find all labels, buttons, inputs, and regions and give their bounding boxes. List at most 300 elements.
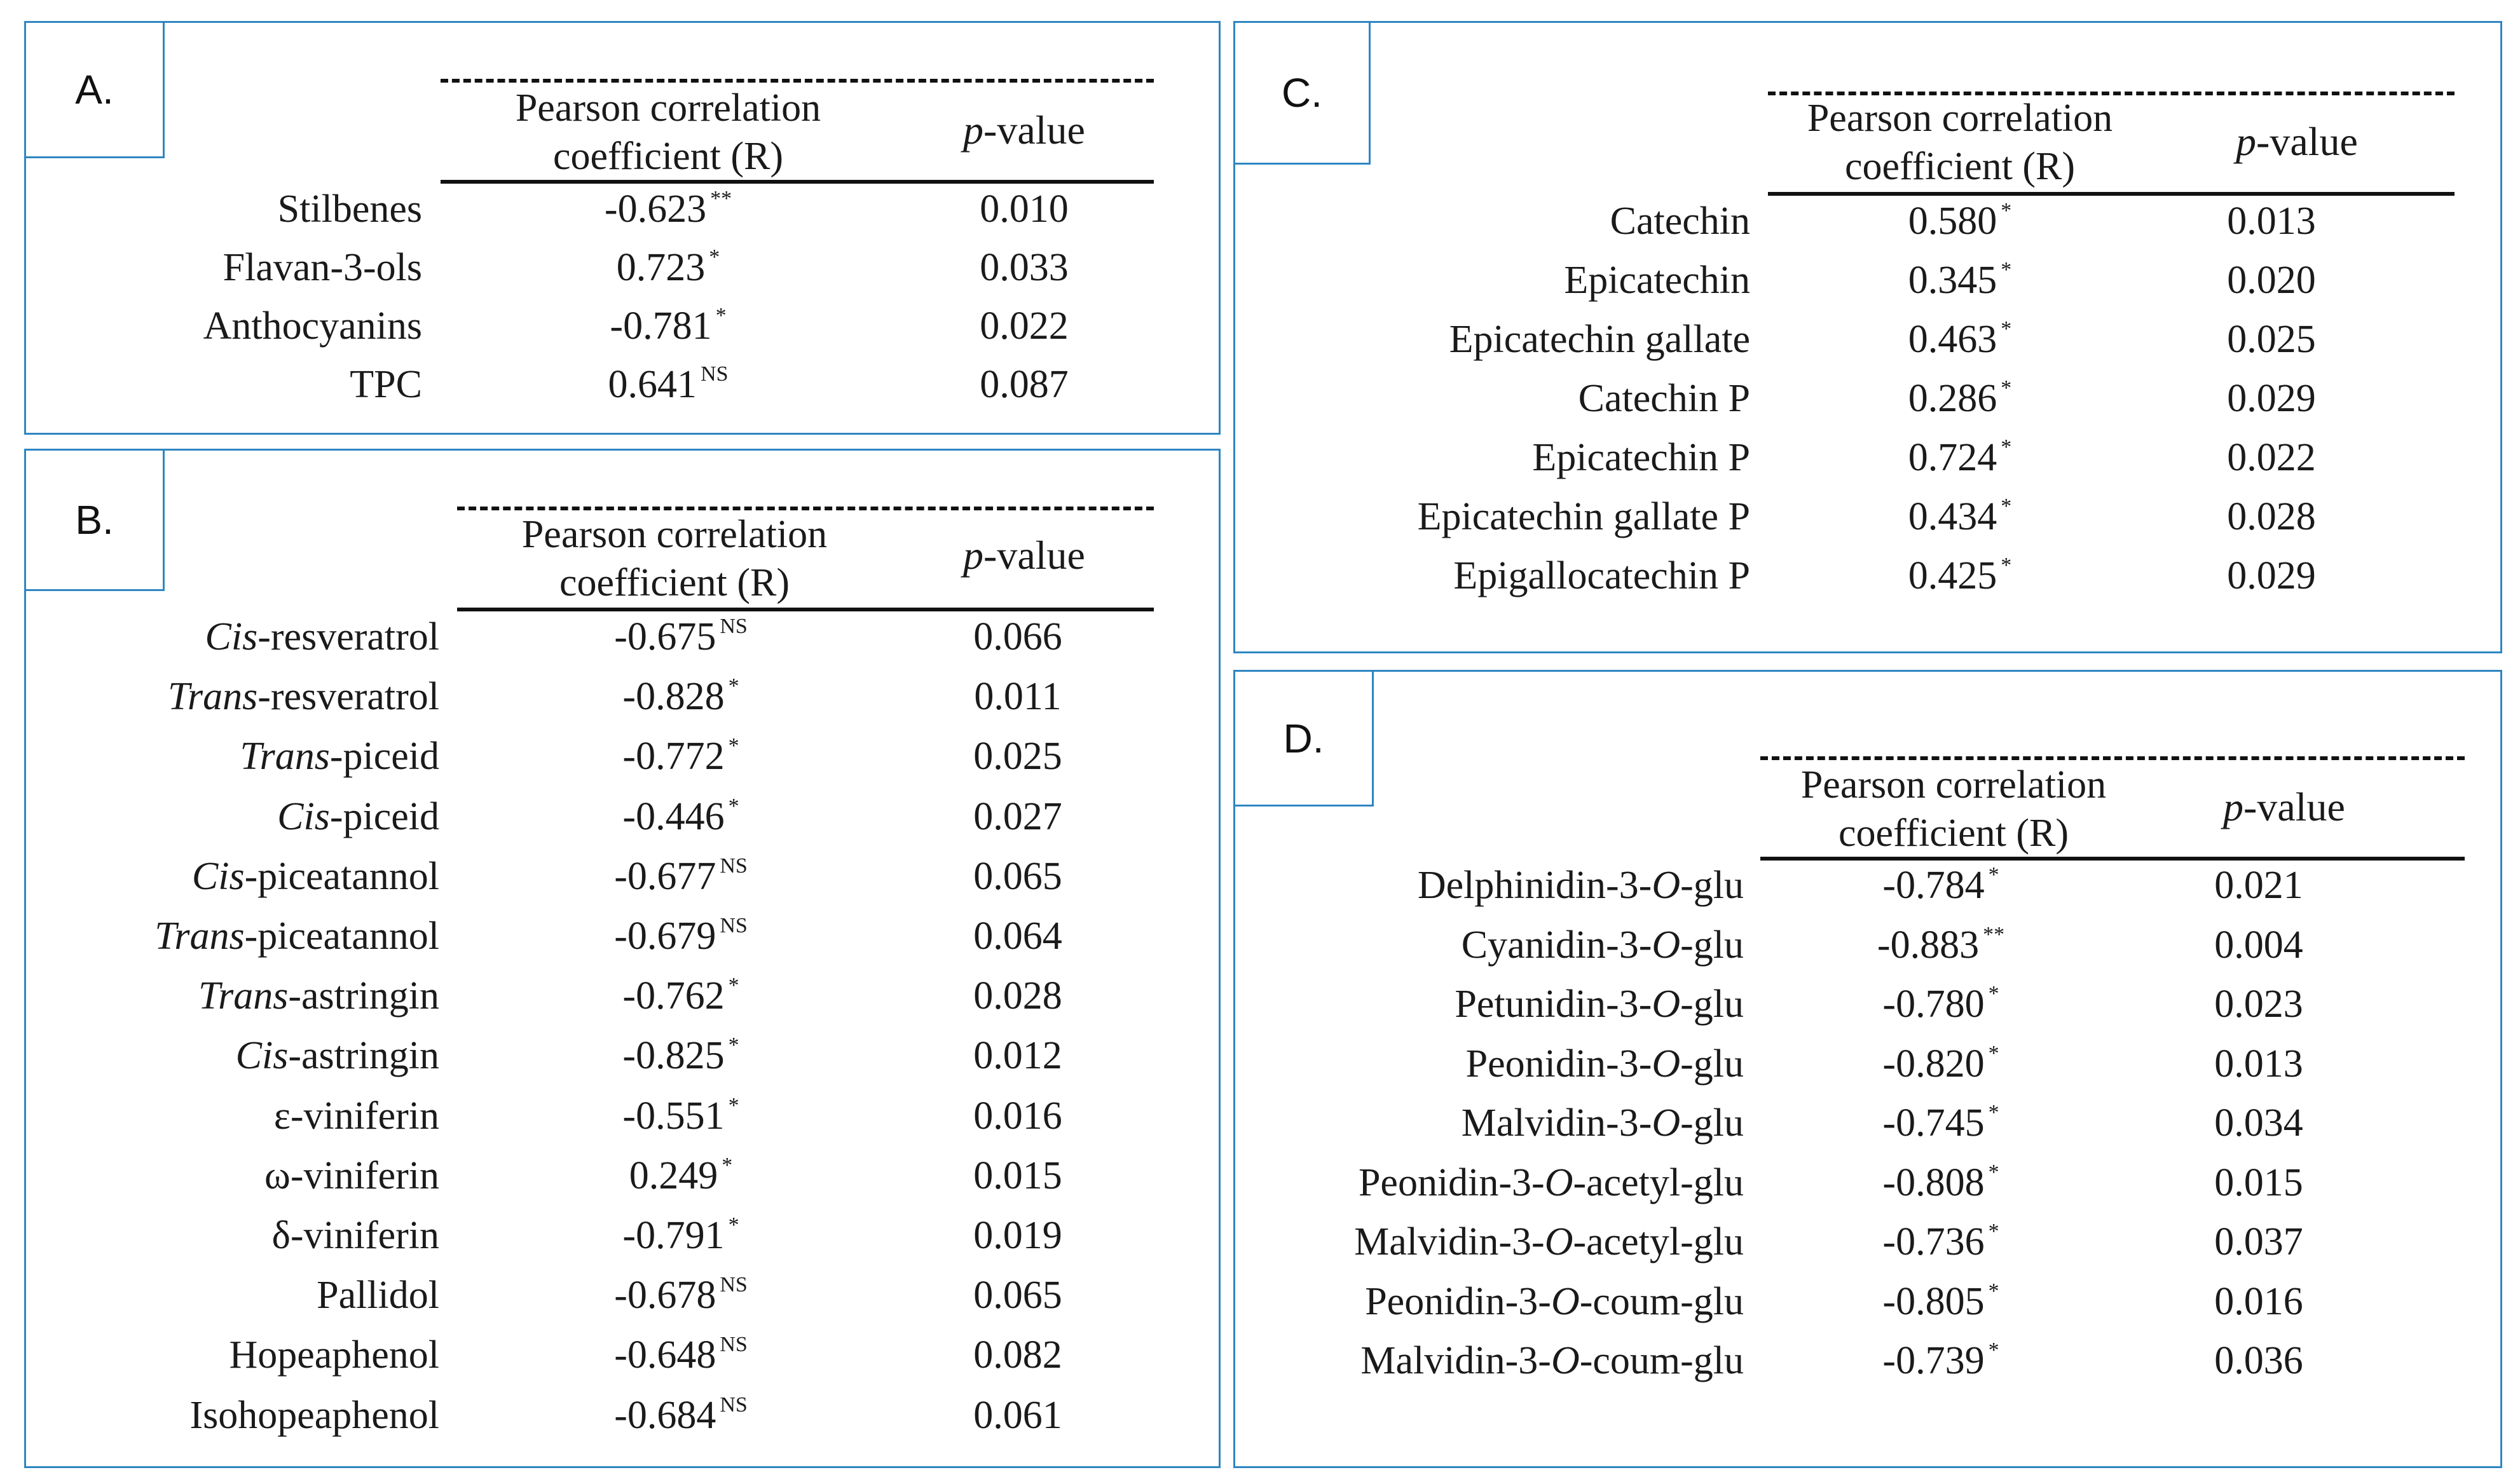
r-header-line1: Pearson correlation bbox=[1807, 97, 2113, 140]
p-value: 0.028 bbox=[973, 974, 1062, 1018]
p-value: 0.015 bbox=[973, 1154, 1062, 1197]
compound-name-it: O bbox=[1544, 1220, 1573, 1263]
compound-name-it: Cis bbox=[191, 854, 245, 898]
r-cell bbox=[573, 245, 764, 290]
r-value: 0.345 bbox=[1908, 259, 1997, 302]
r-cell bbox=[585, 974, 776, 1019]
compound-name bbox=[350, 362, 422, 407]
p-value: 0.022 bbox=[2227, 436, 2316, 479]
r-cell bbox=[585, 914, 776, 959]
p-value: 0.025 bbox=[973, 735, 1062, 779]
significance-mark: * bbox=[1988, 1160, 1999, 1184]
panel-d-p-header bbox=[2163, 784, 2405, 831]
panel-c-header-rule bbox=[1768, 192, 2455, 196]
r-header-line1: Pearson correlation bbox=[521, 513, 828, 556]
significance-mark: ** bbox=[710, 187, 732, 210]
significance-mark: ** bbox=[1983, 922, 2005, 946]
compound-name-post: Epicatechin P bbox=[1532, 436, 1750, 479]
p-value: 0.029 bbox=[2227, 554, 2316, 597]
r-value: -0.684 bbox=[614, 1393, 716, 1437]
compound-name-pre: Peonidin-3- bbox=[1465, 1042, 1652, 1086]
r-value: -0.805 bbox=[1882, 1279, 1985, 1323]
significance-mark: NS bbox=[701, 362, 729, 386]
compound-name bbox=[1449, 317, 1750, 362]
r-cell bbox=[585, 794, 776, 840]
compound-name bbox=[236, 1033, 439, 1079]
compound-name-post: Pallidol bbox=[317, 1274, 439, 1317]
compound-name-post: -astringin bbox=[288, 1034, 439, 1078]
compound-name bbox=[168, 674, 439, 719]
compound-name-it: Trans bbox=[167, 675, 258, 719]
p-value: 0.016 bbox=[973, 1094, 1062, 1138]
compound-name-post: -acetyl-glu bbox=[1573, 1220, 1744, 1263]
significance-mark: * bbox=[2001, 199, 2012, 222]
compound-name-post: Epicatechin bbox=[1564, 259, 1750, 302]
compound-name bbox=[272, 1213, 439, 1258]
p-suffix: -value bbox=[983, 107, 1085, 153]
significance-mark: * bbox=[728, 794, 739, 818]
compound-name-it: O bbox=[1652, 983, 1681, 1026]
r-header-line2: coefficient (R) bbox=[552, 135, 784, 178]
table-row bbox=[26, 674, 1219, 725]
compound-name-post: TPC bbox=[350, 363, 422, 406]
compound-name-it: Trans bbox=[198, 974, 289, 1018]
compound-name-post: -resveratrol bbox=[257, 675, 439, 719]
r-value: -0.739 bbox=[1882, 1339, 1985, 1382]
p-value: 0.025 bbox=[2227, 318, 2316, 361]
compound-name-it: Cis bbox=[235, 1034, 289, 1078]
compound-name-pre: Cyanidin-3- bbox=[1461, 923, 1652, 967]
r-cell bbox=[585, 1393, 776, 1438]
panel-c-r-header bbox=[1744, 94, 2176, 191]
p-suffix: -value bbox=[2243, 784, 2345, 829]
r-cell bbox=[1865, 376, 2055, 421]
table-row bbox=[26, 245, 1219, 296]
p-symbol: p bbox=[963, 533, 984, 578]
panel-a-p-header bbox=[903, 107, 1145, 154]
significance-mark: * bbox=[1988, 1279, 1999, 1303]
table-row bbox=[26, 304, 1219, 355]
p-value: 0.013 bbox=[2214, 1042, 2303, 1086]
compound-name-post: Catechin P bbox=[1578, 377, 1750, 420]
compound-name-post: -piceid bbox=[329, 794, 439, 838]
significance-mark: * bbox=[709, 245, 720, 269]
table-row bbox=[26, 974, 1219, 1025]
compound-name-post: Stilbenes bbox=[277, 187, 422, 231]
p-symbol: p bbox=[963, 107, 984, 153]
compound-name-pre: Peonidin-3- bbox=[1358, 1161, 1545, 1204]
compound-name-post: -coum-glu bbox=[1579, 1279, 1744, 1323]
r-value: -0.446 bbox=[622, 794, 725, 838]
r-value: -0.791 bbox=[622, 1214, 725, 1257]
significance-mark: NS bbox=[720, 1392, 748, 1417]
compound-name-post: -astringin bbox=[288, 974, 439, 1018]
panel-a-top-rule bbox=[441, 79, 1154, 83]
r-value: -0.772 bbox=[622, 735, 725, 779]
compound-name-post: -piceid bbox=[329, 735, 439, 779]
panel-d-r-header bbox=[1731, 761, 2176, 857]
table-row bbox=[26, 1094, 1219, 1145]
compound-name-it: O bbox=[1652, 1101, 1681, 1145]
compound-name bbox=[154, 914, 439, 959]
p-suffix: -value bbox=[2256, 119, 2358, 164]
compound-name-pre: Petunidin-3- bbox=[1455, 983, 1652, 1026]
p-value: 0.065 bbox=[973, 854, 1062, 898]
compound-name-post: -glu bbox=[1680, 864, 1744, 907]
p-suffix: -value bbox=[983, 533, 1085, 578]
compound-name bbox=[1466, 1042, 1744, 1087]
compound-name-post: ε-viniferin bbox=[273, 1094, 439, 1138]
r-cell bbox=[1865, 554, 2055, 599]
r-value: 0.724 bbox=[1908, 436, 1997, 479]
significance-mark: * bbox=[2001, 435, 2012, 459]
table-row bbox=[1235, 1161, 2500, 1211]
p-value: 0.027 bbox=[973, 794, 1062, 838]
table-row bbox=[26, 1273, 1219, 1324]
r-value: -0.820 bbox=[1882, 1042, 1985, 1086]
compound-name-pre: Malvidin-3- bbox=[1354, 1220, 1545, 1263]
compound-name-post: Isohopeaphenol bbox=[189, 1393, 439, 1437]
r-value: -0.883 bbox=[1877, 923, 1980, 967]
compound-name bbox=[264, 1154, 439, 1199]
r-header-line1: Pearson correlation bbox=[515, 86, 821, 130]
p-value: 0.015 bbox=[2214, 1161, 2303, 1204]
compound-name bbox=[1418, 863, 1744, 908]
panel-a-header-rule bbox=[441, 180, 1154, 184]
compound-name-pre: Malvidin-3- bbox=[1360, 1339, 1551, 1382]
significance-mark: * bbox=[2001, 317, 2012, 341]
significance-mark: * bbox=[722, 1153, 733, 1177]
r-value: 0.249 bbox=[629, 1154, 718, 1197]
p-value: 0.061 bbox=[973, 1393, 1062, 1437]
r-value: 0.723 bbox=[616, 246, 706, 289]
compound-name-post: Hopeaphenol bbox=[229, 1333, 439, 1377]
r-value: -0.780 bbox=[1882, 983, 1985, 1026]
compound-name bbox=[1418, 494, 1750, 540]
compound-name-post: -glu bbox=[1680, 983, 1744, 1026]
significance-mark: * bbox=[715, 304, 727, 327]
significance-mark: * bbox=[2001, 554, 2012, 577]
compound-name bbox=[240, 734, 439, 779]
p-value: 0.019 bbox=[973, 1214, 1062, 1257]
r-value: -0.675 bbox=[614, 615, 716, 658]
compound-name-post: -glu bbox=[1680, 1042, 1744, 1086]
panel-b-header-rule bbox=[457, 608, 1154, 611]
p-value: 0.065 bbox=[973, 1274, 1062, 1317]
r-cell bbox=[1845, 863, 2036, 908]
r-value: -0.677 bbox=[614, 854, 716, 898]
r-cell bbox=[1845, 1161, 2036, 1206]
significance-mark: * bbox=[728, 1213, 739, 1237]
r-cell bbox=[1865, 494, 2055, 540]
p-value: 0.012 bbox=[973, 1034, 1062, 1078]
table-row bbox=[26, 1033, 1219, 1084]
r-cell bbox=[573, 362, 764, 407]
r-header-line2: coefficient (R) bbox=[1838, 812, 2069, 855]
panel-a-r-header bbox=[439, 84, 897, 180]
compound-name bbox=[1365, 1279, 1744, 1324]
p-value: 0.064 bbox=[973, 915, 1062, 958]
compound-name-post: ω-viniferin bbox=[264, 1154, 439, 1197]
significance-mark: * bbox=[728, 674, 739, 698]
compound-name-post: -coum-glu bbox=[1579, 1339, 1744, 1382]
r-value: -0.551 bbox=[622, 1094, 725, 1138]
r-cell bbox=[585, 854, 776, 899]
table-row bbox=[26, 854, 1219, 905]
compound-name bbox=[1462, 923, 1744, 968]
r-cell bbox=[1865, 258, 2055, 303]
compound-name-post: -glu bbox=[1680, 923, 1744, 967]
compound-name bbox=[1564, 258, 1750, 303]
r-cell bbox=[585, 1273, 776, 1318]
r-value: -0.808 bbox=[1882, 1161, 1985, 1204]
compound-name-post: Flavan-3-ols bbox=[223, 246, 422, 289]
table-row bbox=[26, 734, 1219, 785]
compound-name-post: -resveratrol bbox=[257, 615, 439, 658]
compound-name-it: O bbox=[1551, 1339, 1580, 1382]
r-value: -0.736 bbox=[1882, 1220, 1985, 1263]
p-value: 0.066 bbox=[973, 615, 1062, 658]
table-row bbox=[1235, 554, 2500, 604]
compound-name-it: O bbox=[1652, 1042, 1681, 1086]
p-value: 0.033 bbox=[980, 246, 1069, 289]
panel-b-label: B. bbox=[26, 451, 165, 591]
r-value: -0.825 bbox=[622, 1034, 725, 1078]
panel-b-r-header bbox=[446, 510, 903, 607]
r-cell bbox=[1865, 435, 2055, 480]
panel-a-label: A. bbox=[26, 23, 165, 158]
significance-mark: * bbox=[1988, 982, 1999, 1005]
compound-name-pre: Delphinidin-3- bbox=[1417, 864, 1652, 907]
p-value: 0.020 bbox=[2227, 259, 2316, 302]
p-value: 0.011 bbox=[974, 675, 1062, 719]
panel-a bbox=[24, 21, 1221, 435]
r-value: 0.425 bbox=[1908, 554, 1997, 597]
panel-c bbox=[1233, 21, 2502, 653]
significance-mark: NS bbox=[720, 1273, 748, 1297]
r-value: -0.781 bbox=[610, 304, 712, 348]
significance-mark: * bbox=[1988, 863, 1999, 887]
table-row bbox=[1235, 258, 2500, 309]
compound-name bbox=[223, 245, 422, 290]
r-value: -0.784 bbox=[1882, 864, 1985, 907]
r-cell bbox=[585, 1094, 776, 1139]
r-value: -0.648 bbox=[614, 1333, 716, 1377]
table-row bbox=[1235, 1101, 2500, 1152]
significance-mark: NS bbox=[720, 854, 748, 878]
compound-name bbox=[1453, 554, 1750, 599]
compound-name bbox=[1360, 1338, 1744, 1384]
compound-name bbox=[205, 615, 439, 660]
table-row bbox=[26, 914, 1219, 965]
compound-name-it: O bbox=[1551, 1279, 1580, 1323]
compound-name bbox=[274, 1094, 439, 1139]
r-value: -0.623 bbox=[604, 187, 707, 231]
panel-b-p-header bbox=[903, 532, 1145, 579]
table-row bbox=[1235, 494, 2500, 545]
compound-name bbox=[1462, 1101, 1744, 1146]
significance-mark: * bbox=[728, 734, 739, 758]
r-value: 0.580 bbox=[1908, 200, 1997, 243]
compound-name-post: Catechin bbox=[1610, 200, 1750, 243]
significance-mark: NS bbox=[720, 914, 748, 937]
table-row bbox=[1235, 863, 2500, 914]
table-row bbox=[26, 615, 1219, 665]
table-row bbox=[26, 794, 1219, 845]
panel-c-p-header bbox=[2176, 118, 2418, 165]
table-row bbox=[1235, 1220, 2500, 1270]
table-row bbox=[1235, 1042, 2500, 1093]
r-cell bbox=[585, 1154, 776, 1199]
panel-d-top-rule bbox=[1760, 756, 2465, 760]
r-cell bbox=[585, 1333, 776, 1378]
p-value: 0.082 bbox=[973, 1333, 1062, 1377]
significance-mark: * bbox=[728, 974, 739, 998]
r-cell bbox=[1845, 1042, 2036, 1087]
table-row bbox=[1235, 923, 2500, 974]
p-symbol: p bbox=[2223, 784, 2244, 829]
r-value: -0.762 bbox=[622, 974, 725, 1018]
compound-name bbox=[1578, 376, 1750, 421]
compound-name-it: Cis bbox=[205, 615, 258, 658]
table-row bbox=[1235, 376, 2500, 427]
r-value: -0.828 bbox=[622, 675, 725, 719]
significance-mark: * bbox=[2001, 376, 2012, 400]
panel-d-label: D. bbox=[1235, 672, 1374, 807]
r-cell bbox=[1845, 923, 2036, 968]
compound-name bbox=[1354, 1220, 1744, 1265]
compound-name bbox=[278, 187, 422, 232]
compound-name-it: Cis bbox=[277, 794, 330, 838]
compound-name-it: Trans bbox=[154, 915, 245, 958]
r-cell bbox=[1845, 1101, 2036, 1146]
r-cell bbox=[1865, 199, 2055, 244]
compound-name bbox=[317, 1273, 439, 1318]
compound-name-it: O bbox=[1652, 923, 1681, 967]
p-value: 0.087 bbox=[980, 363, 1069, 406]
table-row bbox=[26, 1213, 1219, 1264]
r-cell bbox=[1845, 982, 2036, 1027]
p-value: 0.021 bbox=[2214, 864, 2303, 907]
significance-mark: NS bbox=[720, 615, 748, 638]
r-cell bbox=[1865, 317, 2055, 362]
r-value: -0.745 bbox=[1882, 1101, 1985, 1145]
significance-mark: * bbox=[728, 1093, 739, 1117]
significance-mark: * bbox=[728, 1033, 739, 1058]
compound-name bbox=[1359, 1161, 1744, 1206]
compound-name-pre: Peonidin-3- bbox=[1365, 1279, 1551, 1323]
significance-mark: * bbox=[1988, 1101, 1999, 1124]
p-value: 0.028 bbox=[2227, 495, 2316, 538]
r-cell bbox=[573, 187, 764, 232]
panel-d bbox=[1233, 670, 2502, 1468]
table-row bbox=[1235, 435, 2500, 486]
r-cell bbox=[1845, 1220, 2036, 1265]
compound-name-post: -piceatannol bbox=[244, 915, 439, 958]
compound-name bbox=[1610, 199, 1750, 244]
compound-name-post: Epicatechin gallate P bbox=[1417, 495, 1750, 538]
table-row bbox=[26, 1333, 1219, 1384]
p-value: 0.013 bbox=[2227, 200, 2316, 243]
compound-name-post: δ-viniferin bbox=[271, 1214, 439, 1257]
panel-b bbox=[24, 449, 1221, 1468]
r-cell bbox=[573, 304, 764, 349]
table-row bbox=[1235, 1279, 2500, 1330]
compound-name-post: -acetyl-glu bbox=[1573, 1161, 1744, 1204]
significance-mark: * bbox=[2001, 258, 2012, 282]
p-value: 0.016 bbox=[2214, 1279, 2303, 1323]
table-row bbox=[1235, 1338, 2500, 1389]
r-value: 0.641 bbox=[608, 363, 697, 406]
compound-name-post: Epigallocatechin P bbox=[1453, 554, 1750, 597]
r-cell bbox=[585, 734, 776, 779]
p-value: 0.023 bbox=[2214, 983, 2303, 1026]
compound-name bbox=[1455, 982, 1744, 1027]
p-value: 0.029 bbox=[2227, 377, 2316, 420]
r-value: 0.434 bbox=[1908, 495, 1997, 538]
table-row bbox=[1235, 199, 2500, 250]
r-value: 0.286 bbox=[1908, 377, 1997, 420]
p-value: 0.037 bbox=[2214, 1220, 2303, 1263]
r-cell bbox=[585, 615, 776, 660]
r-header-line1: Pearson correlation bbox=[1800, 763, 2107, 807]
panel-d-header-rule bbox=[1760, 857, 2465, 861]
r-cell bbox=[585, 674, 776, 719]
r-value: -0.678 bbox=[614, 1274, 716, 1317]
compound-name-post: Epicatechin gallate bbox=[1449, 318, 1750, 361]
r-value: -0.679 bbox=[614, 915, 716, 958]
compound-name-it: Trans bbox=[240, 735, 330, 779]
p-value: 0.036 bbox=[2214, 1339, 2303, 1382]
compound-name bbox=[192, 854, 439, 899]
r-cell bbox=[1845, 1338, 2036, 1384]
compound-name-post: -glu bbox=[1680, 1101, 1744, 1145]
r-cell bbox=[585, 1213, 776, 1258]
significance-mark: NS bbox=[720, 1333, 748, 1357]
compound-name-it: O bbox=[1652, 864, 1681, 907]
compound-name-post: -piceatannol bbox=[244, 854, 439, 898]
compound-name bbox=[203, 304, 422, 349]
r-cell bbox=[1845, 1279, 2036, 1324]
p-symbol: p bbox=[2236, 119, 2257, 164]
p-value: 0.004 bbox=[2214, 923, 2303, 967]
compound-name bbox=[1532, 435, 1750, 480]
compound-name bbox=[277, 794, 439, 840]
significance-mark: * bbox=[1988, 1338, 1999, 1362]
p-value: 0.034 bbox=[2214, 1101, 2303, 1145]
compound-name-post: Anthocyanins bbox=[203, 304, 422, 348]
p-value: 0.010 bbox=[980, 187, 1069, 231]
table-row bbox=[26, 1393, 1219, 1444]
r-header-line2: coefficient (R) bbox=[559, 561, 790, 604]
p-value: 0.022 bbox=[980, 304, 1069, 348]
table-row bbox=[1235, 982, 2500, 1033]
table-row bbox=[26, 362, 1219, 413]
table-row bbox=[1235, 317, 2500, 368]
r-header-line2: coefficient (R) bbox=[1844, 145, 2076, 188]
panel-c-label: C. bbox=[1235, 23, 1371, 165]
significance-mark: * bbox=[2001, 494, 2012, 518]
significance-mark: * bbox=[1988, 1041, 1999, 1065]
r-cell bbox=[585, 1033, 776, 1079]
compound-name bbox=[198, 974, 439, 1019]
r-value: 0.463 bbox=[1908, 318, 1997, 361]
compound-name-it: O bbox=[1544, 1161, 1573, 1204]
table-row bbox=[26, 187, 1219, 238]
compound-name-pre: Malvidin-3- bbox=[1461, 1101, 1652, 1145]
compound-name bbox=[189, 1393, 439, 1438]
compound-name bbox=[229, 1333, 439, 1378]
